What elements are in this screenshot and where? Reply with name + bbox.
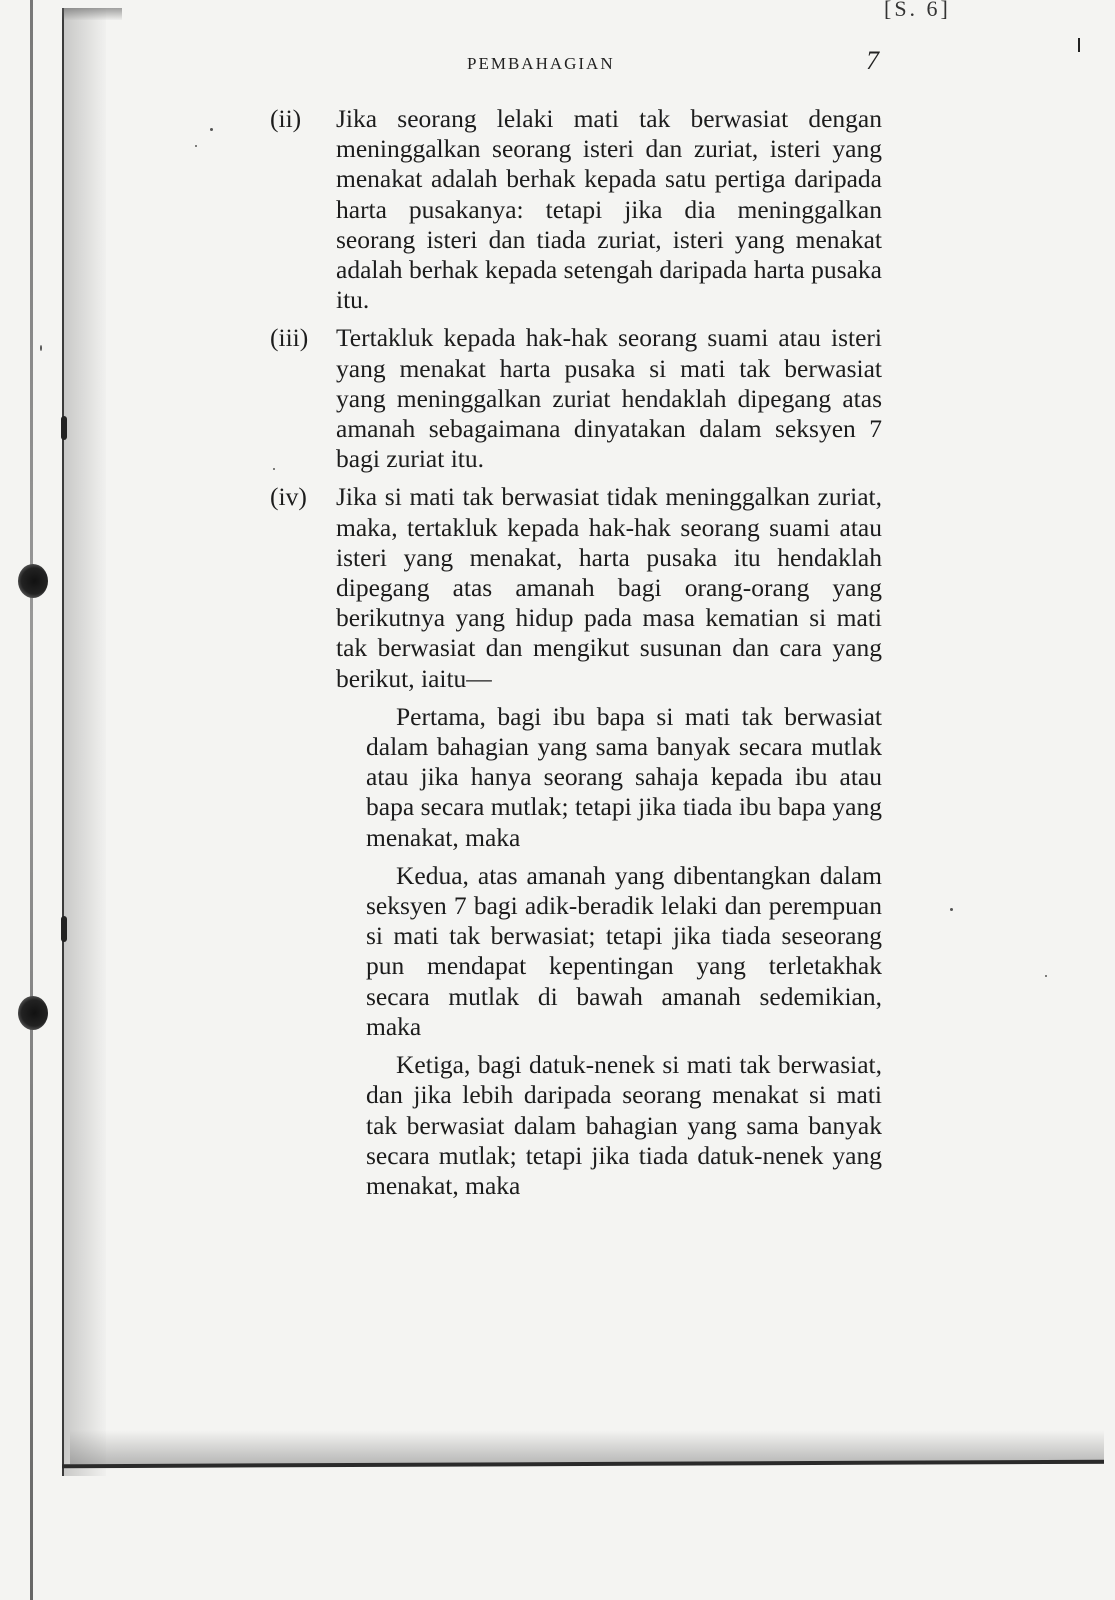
- margin-mark: [61, 416, 67, 440]
- clause-ii: [270, 104, 882, 315]
- scan-speck: [950, 908, 953, 911]
- page-body: [270, 104, 882, 1209]
- clause-number: (ii): [270, 104, 302, 133]
- clause-number: (iv): [270, 482, 307, 512]
- scan-speck: [1045, 975, 1047, 977]
- clause-iii: [270, 323, 882, 474]
- punch-hole-lower: [18, 996, 48, 1030]
- page-edge-shadow: [64, 8, 106, 1476]
- punch-hole-upper: [18, 564, 48, 598]
- clause-text: Tertakluk kepada hak-hak seorang suami atau isteri yang menakat harta pusaka si mati tak berwasiat yang meninggalkan zuriat hendaklah dipegang atas amanah sebagaimana dinyatakan dalam seksyen 7 bagi zuriat itu.: [336, 323, 882, 474]
- clause-text: Jika si mati tak berwasiat tidak meninggalkan zuriat, maka, tertakluk kepada hak-hak seorang suami atau isteri yang menakat, harta pusaka itu hendaklah dipegang atas amanah bagi orang-orang yang berikutnya yang hidup pada masa kematian si mati tak berwasiat dan mengikut susunan dan cara yang berikut, iaitu—: [336, 482, 882, 693]
- page-left-edge: [62, 8, 64, 1476]
- scan-speck: [195, 145, 197, 147]
- scan-speck: [210, 128, 213, 131]
- sub-paragraph-kedua: Kedua, atas amanah yang dibentangkan dalam seksyen 7 bagi adik-beradik lelaki dan perempuan si mati tak berwasiat; tetapi jika tiada seseorang pun mendapat kepentingan yang terletakhak secara mutlak di bawah amanah sedemikian, maka: [366, 860, 882, 1041]
- running-head: PEMBAHAGIAN: [467, 54, 615, 73]
- scan-speck: [40, 345, 42, 351]
- clause-text: Jika seorang lelaki mati tak berwasiat dengan meninggalkan seorang isteri dan zuriat, isteri yang menakat adalah berhak kepada satu pertiga daripada harta pusakanya: tetapi jika dia meninggalkan seorang isteri dan tiada zuriat, isteri yang menakat adalah berhak kepada setengah daripada harta pusaka itu.: [336, 104, 882, 315]
- clause-iv: [270, 482, 882, 693]
- edge-tick: [1078, 38, 1080, 52]
- page-top-edge-shadow: [62, 8, 122, 20]
- binder-line: [30, 0, 33, 1600]
- section-reference: [S. 6]: [884, 0, 951, 21]
- page-number: 7: [866, 46, 879, 75]
- clause-number: (iii): [270, 323, 309, 353]
- page-bottom-shadow: [70, 1430, 1104, 1464]
- margin-mark: [61, 916, 67, 942]
- sub-paragraph-pertama: Pertama, bagi ibu bapa si mati tak berwasiat dalam bahagian yang sama banyak secara mutlak atau jika hanya seorang sahaja kepada ibu atau bapa secara mutlak; tetapi jika tiada ibu bapa yang menakat, maka: [366, 701, 882, 852]
- sub-paragraph-ketiga: Ketiga, bagi datuk-nenek si mati tak berwasiat, dan jika lebih daripada seorang menakat si mati tak berwasiat dalam bahagian yang sama banyak secara mutlak; tetapi jika tiada datuk-nenek yang menakat, maka: [366, 1050, 882, 1200]
